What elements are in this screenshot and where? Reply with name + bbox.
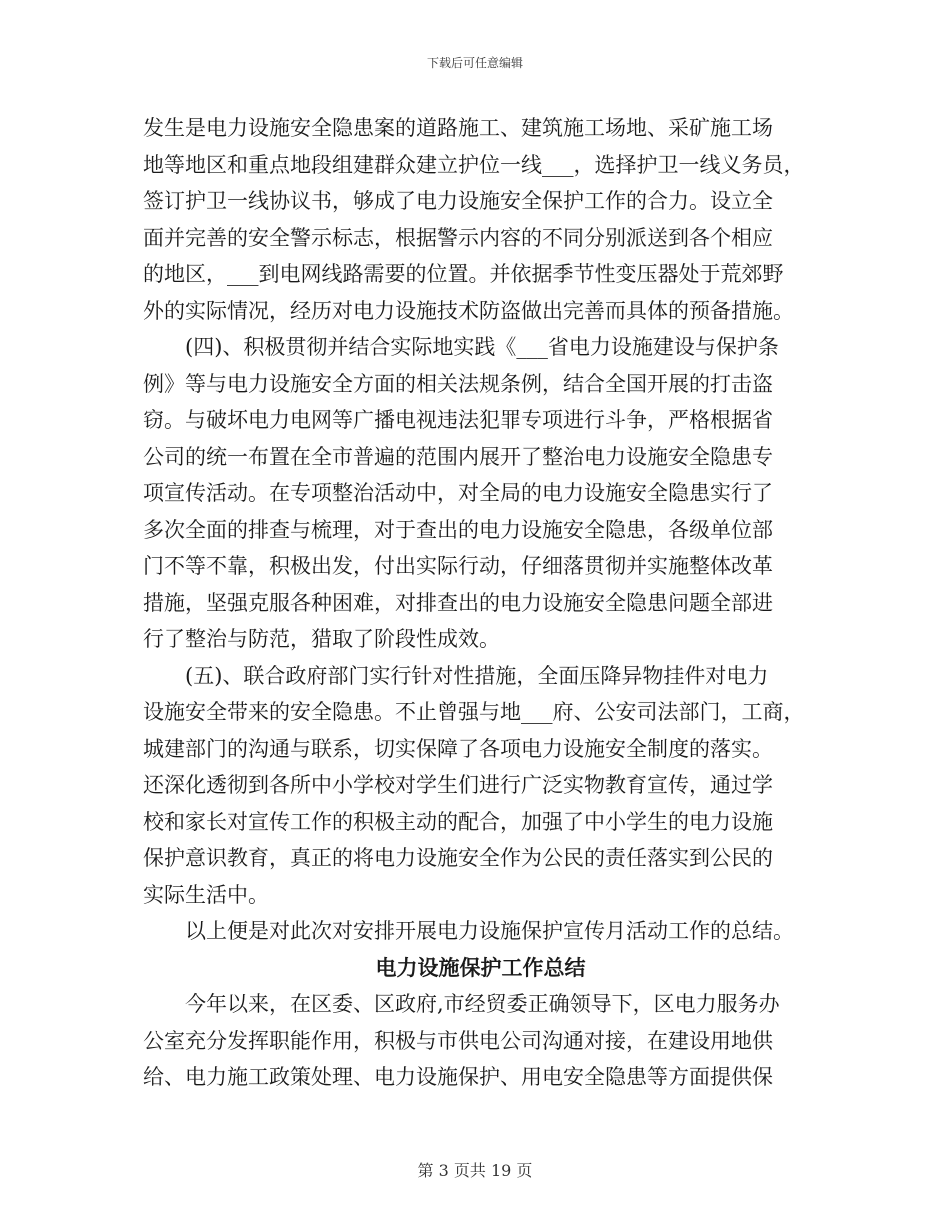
- text-line: 今年以来，在区委、区政府,市经贸委正确领导下，区电力服务办: [185, 992, 780, 1016]
- text-line: 行了整治与防范，猎取了阶段性成效。: [143, 627, 500, 651]
- text-line: 门不等不靠，积极出发，付出实际行动，仔细落贯彻并实施整体改革: [143, 554, 773, 578]
- text-line: 校和家长对宣传工作的积极主动的配合，加强了中小学生的电力设施: [143, 809, 773, 834]
- document-body: [143, 110, 818, 1096]
- text-line: 公室充分发挥职能作用，积极与市供电公司沟通对接，在建设用地供: [143, 1028, 773, 1053]
- text-line: 例》等与电力设施安全方面的相关法规条例，结合全国开展的打击盗: [143, 371, 773, 396]
- text-line: 窃。与破坏电力电网等广播电视违法犯罪专项进行斗争，严格根据省: [143, 408, 773, 432]
- text-line: 发生是电力设施安全隐患案的道路施工、建筑施工场地、采矿施工场: [143, 116, 773, 140]
- paragraph-block-1: [143, 110, 818, 950]
- text-line: 面并完善的安全警示标志，根据警示内容的不同分别派送到各个相应: [143, 225, 773, 250]
- text-line: 措施，坚强克服各种困难，对排查出的电力设施安全隐患问题全部进: [143, 590, 773, 615]
- text-line: (五)、联合政府部门实行针对性措施，全面压降异物挂件对电力: [185, 663, 769, 688]
- page-footer: 第 3 页共 19 页: [417, 1161, 533, 1180]
- text-line: 给、电力施工政策处理、电力设施保护、用电安全隐患等方面提供保: [143, 1065, 773, 1089]
- text-line: 多次全面的排查与梳理，对于查出的电力设施安全隐患，各级单位部: [143, 517, 773, 542]
- paragraph-block-2: [143, 986, 818, 1096]
- text-line: 保护意识教育，真正的将电力设施安全作为公民的责任落实到公民的: [143, 846, 773, 870]
- text-line: 项宣传活动。在专项整治活动中，对全局的电力设施安全隐患实行了: [143, 481, 773, 505]
- text-line: 城建部门的沟通与联系，切实保障了各项电力设施安全制度的落实。: [143, 736, 773, 761]
- text-line: 签订护卫一线协议书，够成了电力设施安全保护工作的合力。设立全: [143, 189, 773, 213]
- text-line: 实际生活中。: [143, 882, 269, 907]
- text-line: 设施安全带来的安全隐患。不止曾强与地___府、公安司法部门，工商，: [143, 700, 805, 724]
- text-line: (四)、积极贯彻并结合实际地实践《___省电力设施建设与保护条: [185, 335, 779, 359]
- text-line: 地等地区和重点地段组建群众建立护位一线___，选择护卫一线义务员，: [143, 152, 805, 177]
- text-line: 以上便是对此次对安排开展电力设施保护宣传月活动工作的总结。: [185, 919, 794, 943]
- text-line: 的地区，___到电网线路需要的位置。并依据季节性变压器处于荒郊野: [143, 262, 784, 286]
- page-header: 下载后可任意编辑: [426, 56, 523, 70]
- text-line: 还深化透彻到各所中小学校对学生们进行广泛实物教育宣传，通过学: [143, 773, 773, 797]
- text-line: 公司的统一布置在全市普遍的范围内展开了整治电力设施安全隐患专: [143, 444, 773, 469]
- text-line: 外的实际情况，经历对电力设施技术防盗做出完善而具体的预备措施。: [143, 298, 794, 323]
- section-title: 电力设施保护工作总结: [375, 955, 586, 980]
